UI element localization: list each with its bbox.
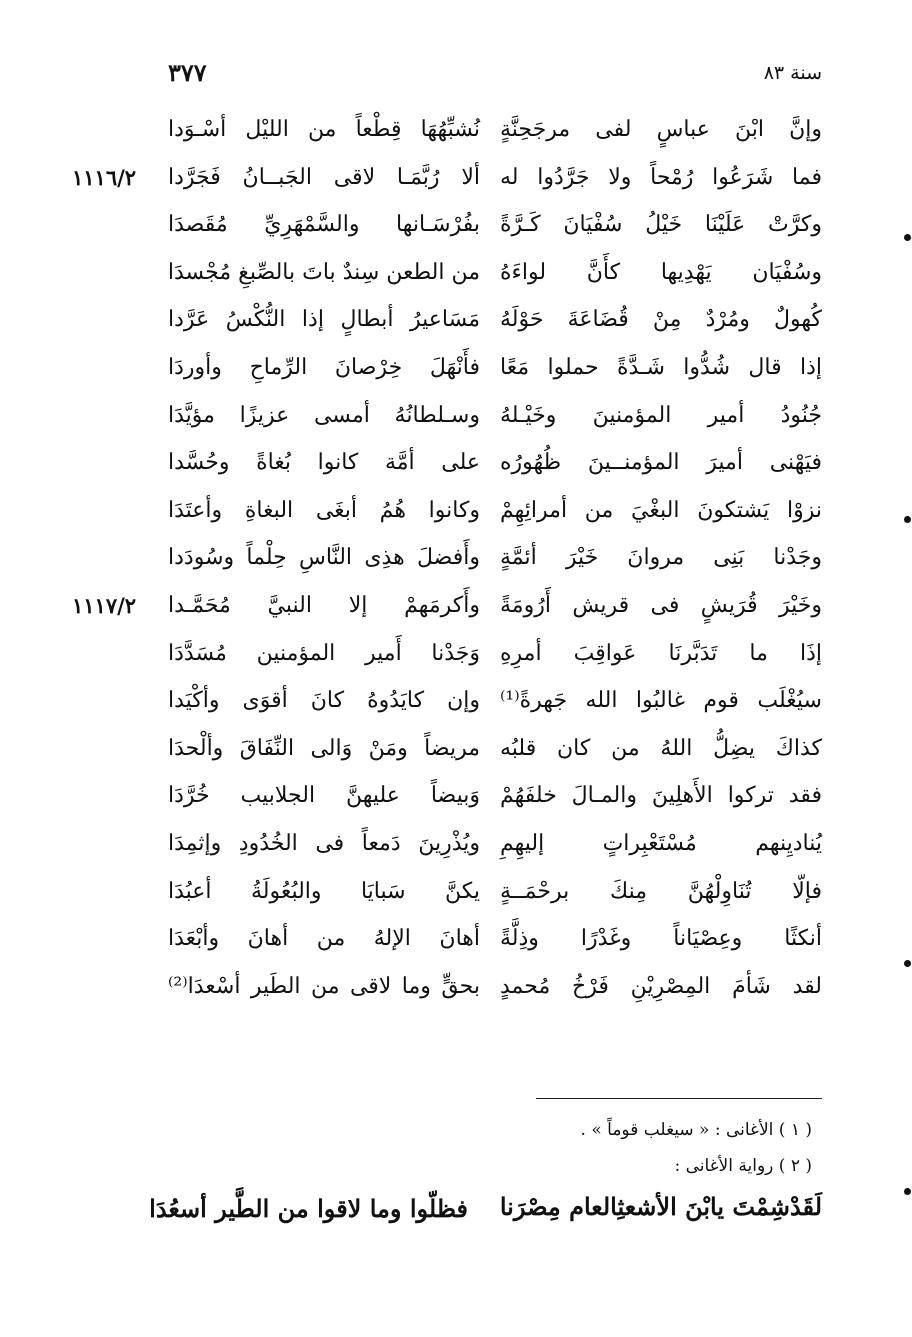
- footnote-1: ( ١ ) الأغانى : « سيغلب قوماً » .: [580, 1120, 812, 1140]
- verse-hemistich-right: كُهولٌ ومُرْدٌ مِنْ قُضَاعَةَ حَوْلَهُ: [500, 307, 822, 332]
- verse-hemistich-right: إذَا ما تَدَبَّرنَا عَواقِبَ أمرِهِ: [500, 641, 822, 666]
- verse-hemistich-right: يُناديِنهم مُسْتَعْبِراتٍ إليهِمِ: [500, 831, 822, 856]
- verse-hemistich-left: على أمَّة كانوا بُغاةً وحُسَّدا: [168, 450, 480, 475]
- verse-hemistich-right: فيَهْنى أميرَ المؤمنــينَ ظُهُورُه: [500, 450, 822, 475]
- verse-hemistich-left: أهانَ الإلهُ من أهانَ وأبْعَدَا: [168, 926, 480, 951]
- margin-mark: [904, 960, 911, 967]
- verse-hemistich-right: وكرَّتْ عَلَيْنَا خَيْلُ سُفْيَانَ كَـرَّةً: [500, 212, 822, 237]
- margin-mark: [904, 234, 911, 241]
- footnote-2: ( ٢ ) رواية الأغانى :: [674, 1156, 812, 1176]
- verse-hemistich-left: وأَفضلَ هذِى النَّاسِ حِلْماً وسُودَدا: [168, 545, 480, 570]
- variant-verse-right: لَقَدْشِمْتَ يابْنَ الأشعثِالعام مِصْرَنا: [499, 1192, 822, 1221]
- verse-hemistich-left: وسـلطانُهُ أمسى عزيزًا مؤيَّدَا: [168, 403, 480, 428]
- verse-hemistich-right: وخَيْرَ قُرَيشٍ فى قريش أَرُومَةً: [500, 593, 822, 618]
- verse-hemistich-left: ألا رُبَّمَـا لاقى الجَبــانُ فَجَرَّدا: [168, 165, 480, 190]
- verse-hemistich-right: كذاكَ يضِلُّ اللهُ من كان قلبُه: [500, 736, 822, 761]
- verse-hemistich-right: وإنَّ ابْنَ عباسٍ لفى مرجَحِنَّةٍ: [500, 117, 822, 142]
- verse-hemistich-left: من الطعن سِندٌ باتَ بالصِّبغِ مُجْسدَا: [167, 260, 480, 285]
- margin-mark: [904, 1188, 911, 1195]
- verse-hemistich-right: فقد تركوا الأَهلِينَ والمـالَ خلفَهُمْ: [500, 783, 822, 808]
- year-header: سنة ٨٣: [763, 62, 822, 84]
- verse-hemistich-left: مَسَاعيرُ أبطالٍ إذا النُّكْسُ عَرَّدا: [168, 307, 480, 332]
- verse-hemistich-left: نُشبِّهُهَا قِطْعاً من الليْل أسْـوَدا: [168, 117, 480, 142]
- verse-hemistich-left: ويُذْرِينَ دَمعاً فى الخُدُودِ وإثمِدَا: [168, 831, 480, 856]
- margin-mark: [904, 516, 911, 523]
- page-number: ٣٧٧: [168, 58, 207, 87]
- verse-hemistich-left: وأَكرمَهمْ إلا النبيَّ مُحَمَّـدا: [168, 593, 480, 618]
- verse-hemistich-left: وكانوا هُمُ أبغَى البغاةِ وأعتَدَا: [168, 498, 480, 523]
- verse-hemistich-left: فأَنْهَلَ خِرْصانَ الرِّماحِ وأوردَا: [168, 355, 480, 380]
- verse-hemistich-left: وإن كايَدُوهُ كانَ أقوَى وأكْيَدا: [168, 688, 480, 713]
- verse-hemistich-left: مريضاً ومَنْ وَالى النِّفَاقَ وألْحدَا: [168, 736, 480, 761]
- verse-hemistich-right: أنكثًا وعِصْيَاناً وغَدْرًا وذِلَّةً: [500, 926, 822, 951]
- verse-hemistich-right: نزوْا يَشتكونَ البغْيَ من أمرائِهِمْ: [500, 498, 822, 523]
- footnote-divider: [536, 1098, 822, 1099]
- verse-hemistich-right: لقد شَأمَ المِصْرِيْنِ فَرْخُ مُحمدٍ: [500, 974, 822, 999]
- verse-hemistich-right: وسُفْيَان يَهْدِيها كأَنَّ لواءَهُ: [500, 260, 822, 285]
- verse-hemistich-left: بفُرْسَـانها والسَّمْهَرِيِّ مُقَصدَا: [168, 212, 480, 237]
- verse-hemistich-right: فإلّا تُنَاوِلْهُنَّ مِنكَ برحْمَــةٍ: [500, 879, 822, 904]
- verse-hemistich-right: جُنُودُ أمير المؤمنينَ وخَيْـلهُ: [500, 403, 822, 428]
- verse-hemistich-right: وجَدْنا بَنِى مروانَ خَيْرَ أئمَّةٍ: [500, 545, 822, 570]
- verse-hemistich-left: بحقٍّ وما لاقى من الطَير أسْعدَا⁽²⁾: [168, 974, 480, 999]
- verse-hemistich-left: وَبيضاً عليهنَّ الجلابيب خُرَّدَا: [168, 783, 480, 808]
- margin-reference-number: ١١١٦/٢: [72, 165, 137, 190]
- margin-reference-number: ١١١٧/٢: [72, 593, 137, 618]
- verse-hemistich-right: فما شَرَعُوا رُمْحاً ولا جَرَّدُوا له: [500, 165, 822, 190]
- variant-verse-left: فظلّوا وما لاقوا من الطَّير أسعُدَا: [149, 1194, 468, 1223]
- verse-hemistich-left: وَجَدْنا أَمير المؤمنين مُسَدَّدَا: [168, 641, 480, 666]
- verse-hemistich-right: إذا قال شُدُّوا شَـدَّةً حملوا مَعًا: [500, 355, 822, 380]
- verse-hemistich-right: سيُغْلَب قوم غالبُوا الله جَهرةً⁽¹⁾: [500, 688, 822, 713]
- verse-hemistich-left: يكنَّ سَبايَا والبُعُولَةُ أعبُدَا: [168, 879, 480, 904]
